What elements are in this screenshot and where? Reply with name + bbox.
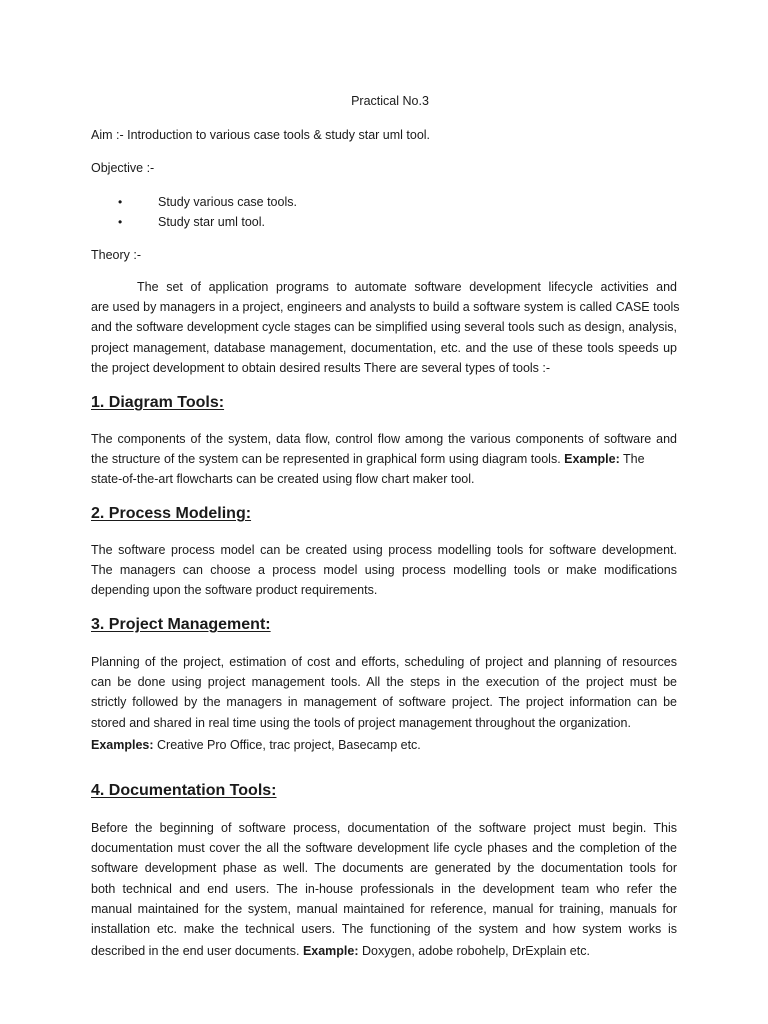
example-label: Examples: [91, 738, 154, 752]
text-line: depending upon the software product requirements. [91, 583, 378, 598]
bullet-icon: • [118, 195, 123, 209]
text-line: strictly followed by the managers in management of software project. The project information can be [91, 695, 677, 710]
section-paragraph [91, 652, 677, 733]
text-line [91, 449, 677, 469]
text-line: stored and shared in real time using the tools of project management throughout the organization. [91, 715, 631, 730]
text-line: are used by managers in a project, engineers and analysts to build a software system is called CASE tools [91, 300, 680, 315]
text-line: The software process model can be created using process modelling tools for software development. [91, 543, 677, 557]
bullet-icon: • [118, 215, 123, 229]
theory-label: Theory :- [91, 248, 142, 262]
text-line: installation etc. make the technical users. The functioning of the system and how system works is [91, 922, 677, 937]
objective-item [118, 215, 265, 229]
example-text: Doxygen, adobe robohelp, DrExplain etc. [358, 944, 590, 958]
text-line: both technical and end users. The in-house professionals in the development team who refer the [91, 881, 677, 896]
text-line: The set of application programs to automate software development lifecycle activities and [137, 280, 677, 294]
section-heading: 1. Diagram Tools: [91, 394, 225, 411]
text-line: The components of the system, data flow, control flow among the various components of software and [91, 432, 677, 446]
text-line: Planning of the project, estimation of cost and efforts, scheduling of project and planning of resources [91, 655, 677, 669]
section-heading: 3. Project Management: [91, 616, 271, 633]
line-text: described in the end user documents. [91, 944, 303, 958]
text-line: project management, database management, documentation, etc. and the use of these tools speeds up [91, 340, 677, 355]
objective-text: Study star uml tool. [158, 215, 265, 229]
section-paragraph [91, 818, 677, 939]
section-paragraph [91, 540, 677, 601]
text-line: the project development to obtain desired results There are several types of tools :- [91, 360, 551, 375]
section-paragraph [91, 429, 677, 490]
text-line: manual maintained for the system, manual maintained for reference, manual for training, manuals for [91, 901, 677, 916]
text-line: state-of-the-art flowcharts can be created using flow chart maker tool. [91, 472, 475, 487]
objective-label: Objective :- [91, 161, 155, 175]
section-heading: 2. Process Modeling: [91, 505, 252, 522]
objective-text: Study various case tools. [158, 195, 297, 209]
examples-line [91, 738, 421, 752]
aim-line: Aim :- Introduction to various case tools & study star uml tool. [91, 128, 431, 142]
text-line: and the software development cycle stages can be simplified using several tools such as design, analysis, [91, 320, 677, 335]
text-line: can be done using project management tools. All the steps in the execution of the project must be [91, 675, 677, 690]
example-label: Example: [302, 944, 359, 958]
objective-item [118, 195, 297, 209]
examples-line [91, 944, 590, 958]
theory-paragraph [91, 277, 680, 378]
text-line: The managers can choose a process model using process modelling tools or make modifications [91, 563, 677, 578]
text-line: documentation must cover the all the software development life cycle phases and the completion of the [91, 841, 677, 856]
text-line: software development phase as well. The documents are generated by the documentation tools for [91, 861, 677, 876]
example-tail: The [619, 452, 645, 467]
text-line: Before the beginning of software process, documentation of the software project must begin. This [91, 821, 677, 835]
line-text: the structure of the system can be represented in graphical form using diagram tools. [91, 452, 561, 467]
page-title: Practical No.3 [351, 94, 429, 108]
section-heading: 4. Documentation Tools: [91, 782, 277, 799]
example-text: Creative Pro Office, trac project, Basecamp etc. [153, 738, 421, 752]
example-label: Example: [564, 452, 620, 467]
